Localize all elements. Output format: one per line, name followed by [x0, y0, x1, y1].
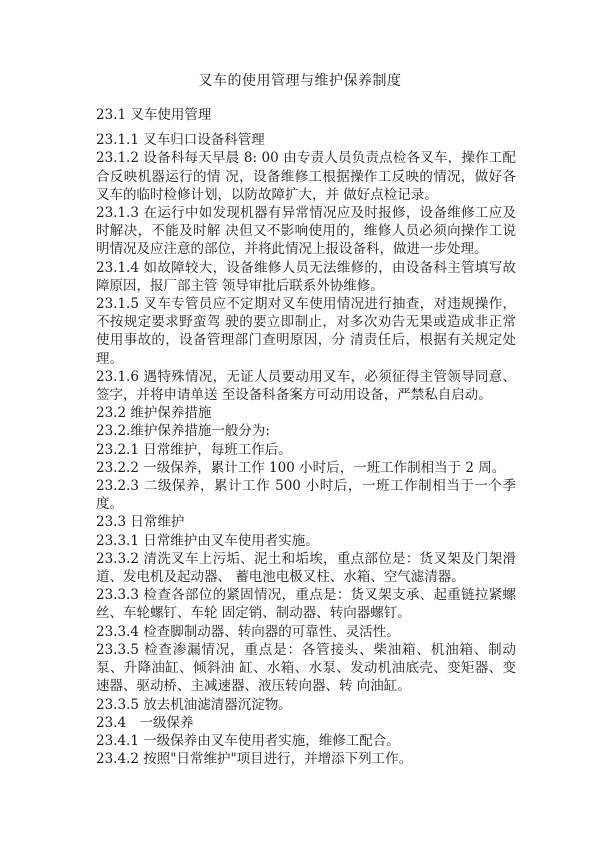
paragraph: 23.4.1 一级保养由叉车使用者实施，维修工配合。 — [96, 732, 400, 749]
section-heading: 23.4 一级保养 — [96, 714, 194, 731]
paragraph: 23.1.6 遇特殊情况，无证人员要动用叉车，必须征得主管领导同意、签字，并将申请单送 至设备科备案方可动用设备，严禁私自启动。 — [96, 368, 516, 404]
paragraph: 23.1.5 叉车专管员应不定期对叉车使用情况进行抽查，对违规操作，不按规定要求野蛮驾 驶的要立即制止，对多次劝告无果或造成非正常使用事故的，设备管理部门查明原因，分 清责任后，根据有关规定处理。 — [96, 296, 516, 367]
paragraph: 23.3.3 检查各部位的紧固情况，重点是：货叉架支承、起重链拉紧螺丝、车轮螺钉、车轮 固定销、制动器、转向器螺钉。 — [96, 587, 516, 622]
paragraph: 23.3.2 清洗叉车上污垢、泥土和垢埃，重点部位是：货叉架及门架滑道、发电机及起动器、 蓄电池电极叉柱、水箱、空气滤清器。 — [96, 550, 516, 586]
paragraph: 23.1.4 如故障较大，设备维修人员无法维修的，由设备科主管填写故障原因，报厂部主管 领导审批后联系外协维修。 — [96, 259, 516, 294]
paragraph: 23.1.3 在运行中如发现机器有异常情况应及时报修，设备维修工应及时解决，不能及时解 决但又不影响使用的，维修人员必须向操作工说明情况及应注意的部位，并将此情况上报设备科，做进一步处理。 — [96, 205, 516, 258]
paragraph: 23.3.1 日常维护由叉车使用者实施。 — [96, 532, 319, 549]
paragraph: 23.2.3 二级保养，累计工作 500 小时后，一班工作制相当于一个季度。 — [96, 478, 516, 513]
paragraph: 23.2.维护保养措施一般分为: — [96, 423, 270, 440]
document-body — [96, 106, 516, 768]
paragraph: 23.2.1 日常维护，每班工作后。 — [96, 441, 292, 458]
section-heading: 23.2 维护保养措施 — [96, 405, 212, 422]
paragraph: 23.2.2 一级保养，累计工作 100 小时后，一班工作制相当于 2 周。 — [96, 459, 506, 476]
paragraph: 23.1.1 叉车归口设备科管理 — [96, 132, 265, 149]
document-title: 叉车的使用管理与维护保养制度 — [198, 73, 402, 89]
paragraph: 23.4.2 按照"日常维护"项目进行，并增添下列工作。 — [96, 751, 413, 768]
paragraph: 23.3.5 放去机油滤清器沉淀物。 — [96, 696, 292, 713]
paragraph: 23.3.4 检查脚制动器、转向器的可靠性、灵活性。 — [96, 623, 400, 640]
section-heading: 23.1 叉车使用管理 — [96, 107, 212, 123]
paragraph: 23.3.5 检查渗漏情况，重点是：各管接头、柴油箱、机油箱、制动泵、升降油缸、倾斜油 缸、水箱、水泵、发动机油底壳、变矩器、变速器、驱动桥、主减速器、液压转向器、转 向油缸。 — [96, 641, 516, 695]
paragraph: 23.1.2 设备科每天早晨 8: 00 由专责人员负责点检各叉车，操作工配合反映机器运行的情 况，设备维修工根据操作工反映的情况，做好各叉车的临时检修计划，以防故障扩大，并 做好点检记录。 — [96, 150, 516, 203]
section-heading: 23.3 日常维护 — [96, 514, 185, 531]
